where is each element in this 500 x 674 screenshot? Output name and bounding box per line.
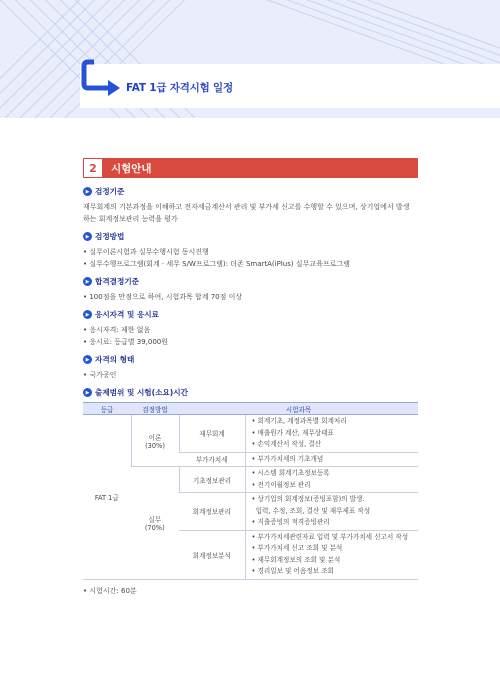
method-label: 실무	[148, 515, 162, 524]
heading: 검정기준	[95, 187, 125, 196]
bullet-arrow-icon: ▶	[83, 232, 92, 241]
column-header: 등급	[83, 403, 131, 415]
item: • 시스템 회계기초정보등록	[251, 469, 330, 477]
section-title: 시험안내	[111, 162, 152, 175]
subject-items	[245, 530, 418, 579]
paragraph: 재무회계의 기본과정을 이해하고 전자세금계산서 관리 및 부가세 신고를 수행할 수 있으며, 상기업에서 발생	[83, 203, 410, 211]
method-cell-practice	[131, 467, 179, 580]
method-cell-theory	[131, 415, 179, 467]
column-header: 검정방법	[131, 403, 179, 415]
subject-cell: 부가가치세	[179, 452, 245, 467]
block-method	[83, 231, 423, 270]
subject-cell: 회계정보관리	[179, 493, 245, 531]
bullet-arrow-icon: ▶	[83, 310, 92, 319]
method-pct: (70%)	[144, 523, 165, 532]
curved-arrow-icon	[80, 58, 124, 102]
item: • 부가가치세 신고 조회 및 분석	[251, 544, 343, 552]
item: • 지출증빙의 적격증빙관리	[251, 518, 330, 526]
subject-items	[245, 467, 418, 493]
paragraph: 하는 회계정보관리 능력을 평가	[83, 215, 178, 223]
list-item: • 응시자격: 제한 없음	[83, 326, 151, 334]
heading: 합격결정기준	[95, 277, 140, 286]
item: • 손익계산서 작성, 결산	[251, 440, 322, 448]
subject-cell: 회계정보분석	[179, 530, 245, 579]
section-bar	[83, 158, 418, 178]
table-header-row	[83, 403, 418, 415]
heading: 응시자격 및 응시료	[95, 310, 159, 319]
exam-time-note: • 시험시간: 60분	[83, 587, 137, 595]
item: • 부가가치세의 기초개념	[251, 454, 324, 463]
heading: 출제범위 및 시험(소요)시간	[95, 388, 188, 397]
method-pct: (30%)	[145, 441, 165, 450]
block-pass	[83, 276, 423, 303]
subject-items	[245, 452, 418, 467]
item: • 경리일보 및 어음정보 조회	[251, 567, 334, 575]
block-standard	[83, 186, 423, 225]
column-header: 시험과목	[179, 403, 418, 415]
block-type	[83, 354, 423, 381]
subject-items	[245, 493, 418, 531]
bullet-arrow-icon: ▶	[83, 355, 92, 364]
item: • 매출원가 계산, 재무상태표	[251, 428, 334, 437]
item: • 상기업의 회계정보(증빙포함)의 발생.	[251, 495, 365, 503]
table-row	[83, 467, 418, 493]
item: • 부가가치세관련자료 입력 및 부가가치세 신고서 작성	[251, 532, 409, 541]
subject-items	[245, 415, 418, 453]
page-title: FAT 1급 자격시험 일정	[126, 82, 233, 94]
bullet-arrow-icon: ▶	[83, 187, 92, 196]
subject-cell: 기초정보관리	[179, 467, 245, 493]
list-item: • 국가공인	[83, 371, 117, 379]
subject-cell: 재무회계	[179, 415, 245, 453]
list-item: • 응시료: 등급별 39,000원	[83, 338, 168, 346]
bullet-arrow-icon: ▶	[83, 388, 92, 397]
heading: 자격의 형태	[95, 355, 135, 364]
grade-cell: FAT 1급	[83, 415, 131, 580]
block-eligibility	[83, 309, 423, 348]
list-item: • 100점을 만점으로 하여, 시험과목 합계 70점 이상	[83, 293, 243, 301]
bullet-arrow-icon: ▶	[83, 277, 92, 286]
heading: 검정방법	[95, 232, 125, 241]
list-item: • 실무수행프로그램(회계 · 세무 S/W프로그램): 더존 SmartA(iPlus) 실무교육프로그램	[83, 260, 350, 268]
block-scope	[83, 387, 423, 398]
table-row	[83, 415, 418, 453]
item: • 재무회계정보의 조회 및 분석	[251, 555, 341, 564]
section-number: 2	[83, 158, 103, 178]
exam-scope-table	[83, 402, 418, 580]
item: 입력, 수정, 조회, 결산 및 재무제표 작성	[251, 506, 371, 515]
method-label: 이론	[148, 433, 162, 442]
content	[83, 186, 423, 404]
item: • 회계기초, 계정과목별 회계처리	[251, 417, 347, 425]
item: • 전기이월정보 관리	[251, 480, 311, 489]
list-item: • 실무이론시험과 실무수행시험 동시진행	[83, 248, 209, 256]
